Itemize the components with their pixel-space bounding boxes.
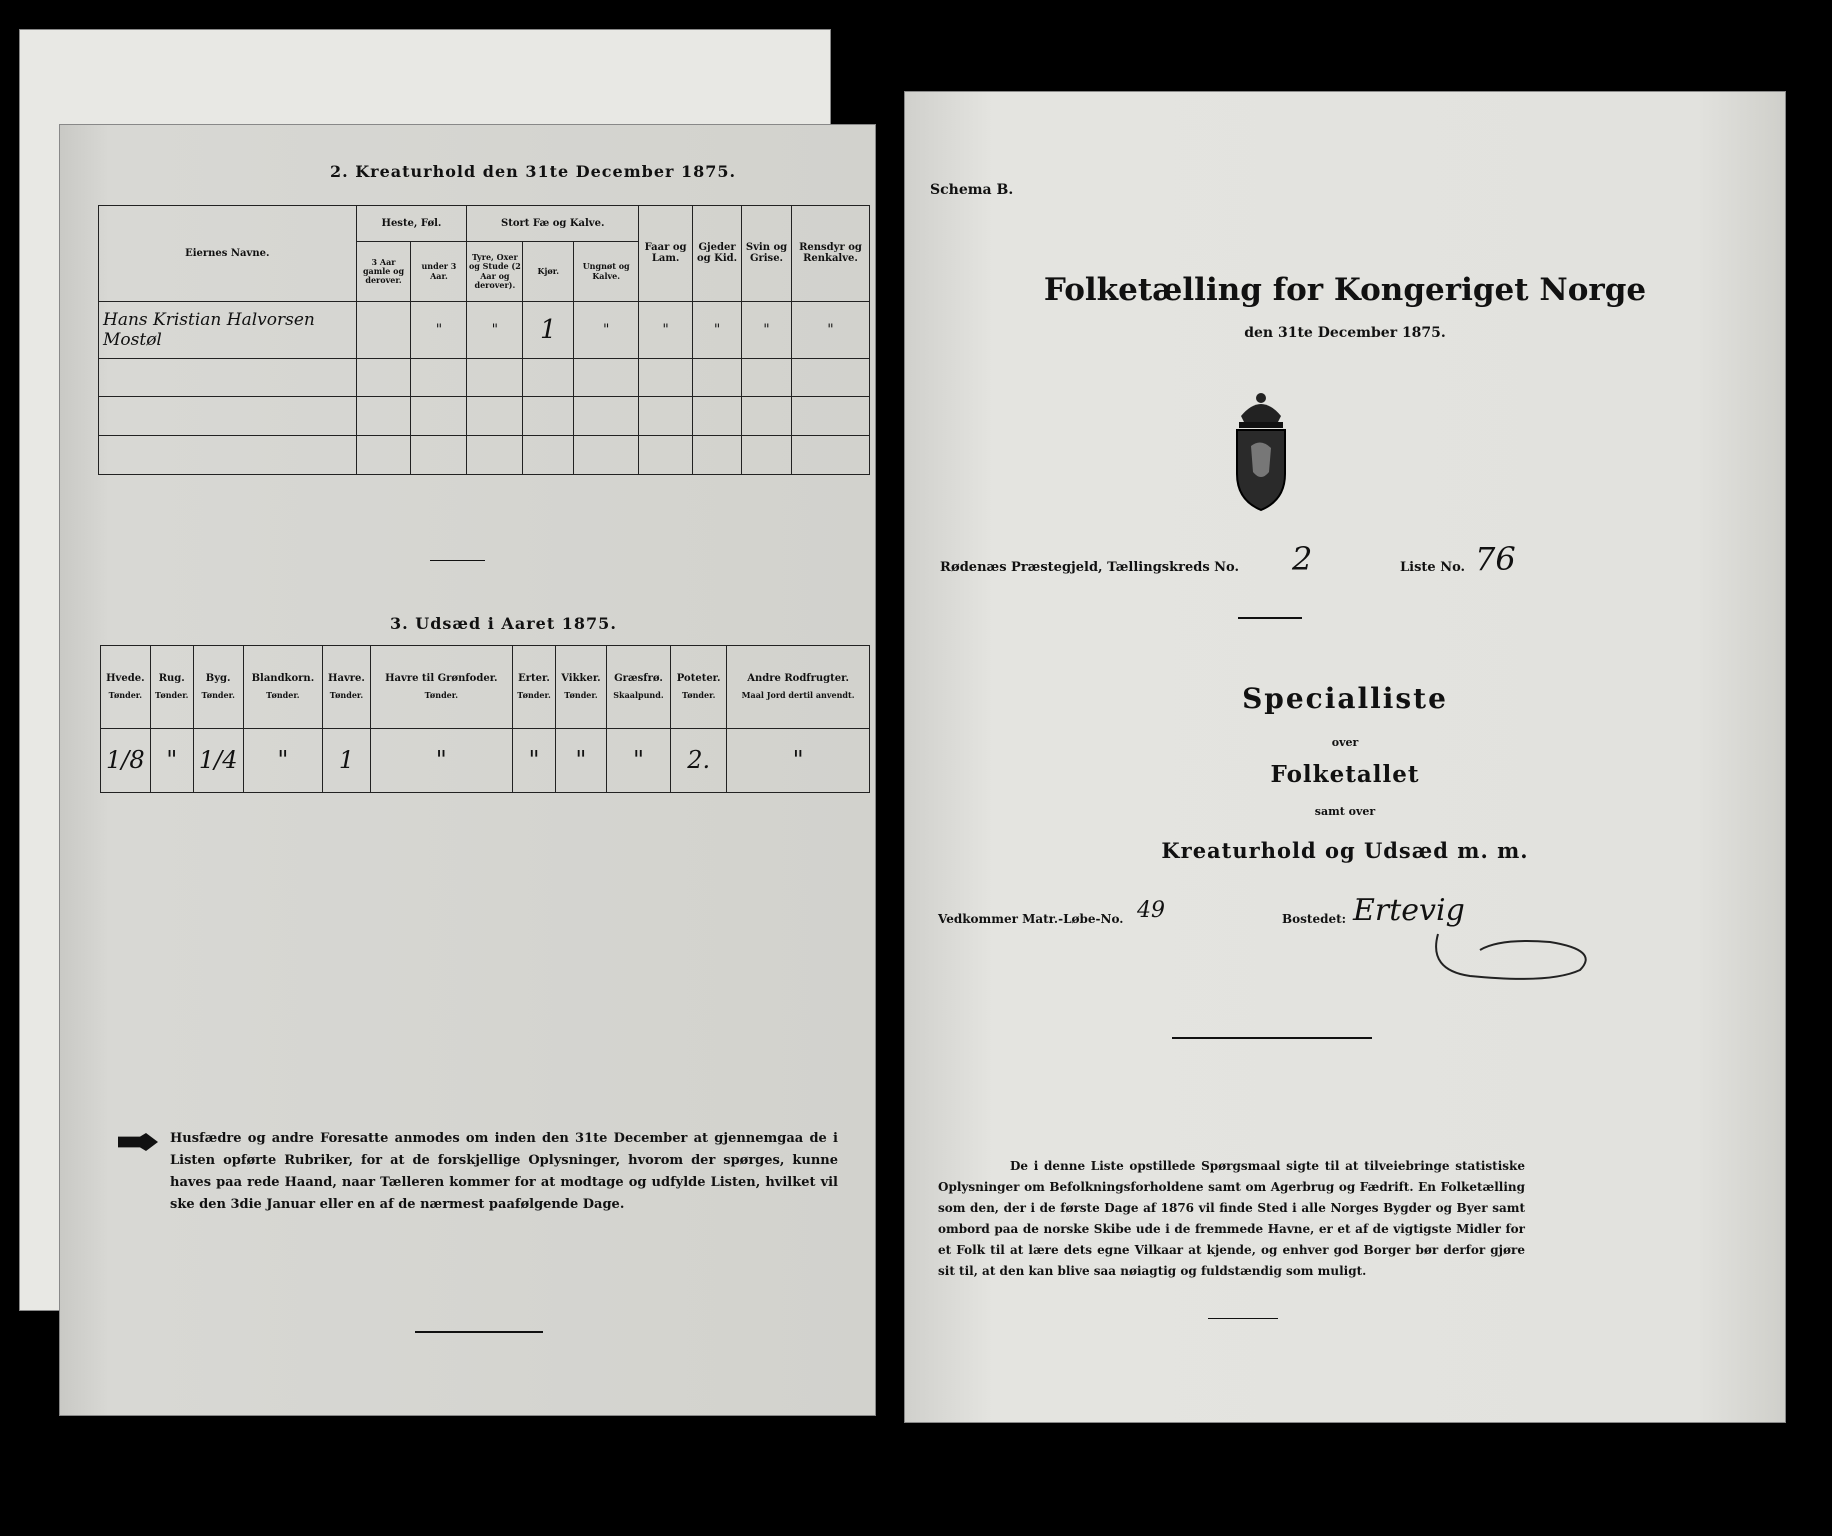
- seed-header-unit: Tønder.: [564, 689, 598, 700]
- cell-svin: ": [742, 301, 792, 358]
- seed-header-unit: Tønder.: [108, 689, 143, 700]
- section-2-title: 2. Kreaturhold den 31te December 1875.: [330, 162, 737, 181]
- specialliste-heading: Specialliste: [1242, 682, 1448, 715]
- seed-header-name: Andre Rodfrugter.: [747, 673, 849, 685]
- seed-header-7: [556, 646, 607, 729]
- handwritten-flourish-icon: [1430, 930, 1600, 986]
- seed-header-name: Rug.: [158, 673, 185, 685]
- header-tyre: Tyre, Oxer og Stude (2 Aar og derover).: [467, 242, 523, 301]
- seed-value-5: ": [370, 728, 512, 792]
- header-faar: Faar og Lam.: [639, 206, 693, 302]
- cell-faar: ": [639, 301, 693, 358]
- cell-ungnot: ": [574, 301, 639, 358]
- header-heste-3aar: 3 Aar gamle og derover.: [356, 242, 411, 301]
- header-gjeder: Gjeder og Kid.: [693, 206, 742, 302]
- seed-value-9: 2.: [671, 728, 727, 792]
- bosted-value: Ertevig: [1353, 893, 1465, 928]
- coat-of-arms-icon: [1213, 388, 1309, 514]
- cell-gjeder: ": [693, 301, 742, 358]
- owner-name: Hans Kristian Halvorsen Mostøl: [99, 301, 357, 358]
- seed-header-unit: Tønder.: [329, 689, 364, 700]
- table-row: [101, 728, 870, 792]
- seed-header-unit: Tønder.: [517, 689, 551, 700]
- kreds-number: 2: [1292, 540, 1313, 578]
- seed-header-5: [370, 646, 512, 729]
- schema-label: Schema B.: [930, 182, 1014, 198]
- seed-value-2: 1/4: [193, 728, 243, 792]
- seed-value-8: ": [606, 728, 670, 792]
- seed-header-unit: Tønder.: [424, 689, 459, 700]
- seed-header-unit: Tønder.: [201, 689, 235, 700]
- table-row: [99, 301, 870, 358]
- seed-header-4: [323, 646, 370, 729]
- header-eiernes-navne: Eiernes Navne.: [99, 206, 357, 302]
- seed-value-4: 1: [323, 728, 370, 792]
- divider: [1172, 1037, 1372, 1039]
- divider: [1238, 617, 1302, 619]
- seed-header-name: Græsfrø.: [614, 673, 663, 685]
- cell-heste-under3: ": [411, 301, 467, 358]
- seed-header-unit: Tønder.: [681, 689, 716, 700]
- bosted-label: Bostedet:: [1282, 912, 1347, 926]
- over-text: over: [1331, 736, 1359, 749]
- seed-header-unit: Maal Jord dertil anvendt.: [741, 689, 855, 700]
- header-kjor: Kjør.: [523, 242, 574, 301]
- seed-value-10: ": [727, 728, 870, 792]
- liste-label: Liste No.: [1400, 560, 1466, 575]
- cell-rensdyr: ": [791, 301, 869, 358]
- notice-text: Husfædre og andre Foresatte anmodes om inden den 31te December at gjennemgaa de i Listen opførte Rubriker, for at de forskjellige Oplysninger, hvorom der spørges, kunne haves paa rede Haand, naar Tælleren kommer for at modtage og udfylde Listen, hvilket vil ske den 3die Januar eller en af de nærmest paafølgende Dage.: [170, 1131, 838, 1212]
- cell-heste-3aar: [356, 301, 411, 358]
- liste-number: 76: [1475, 540, 1516, 578]
- seed-header-name: Erter.: [518, 673, 550, 685]
- divider: [1208, 1318, 1278, 1319]
- page-title: Folketælling for Kongeriget Norge: [1043, 272, 1647, 308]
- matr-label: Vedkommer Matr.-Løbe-No.: [938, 912, 1124, 926]
- section-3-title: 3. Udsæd i Aaret 1875.: [390, 614, 617, 633]
- prestegjeld-label: Rødenæs Præstegjeld, Tællingskreds No.: [940, 560, 1240, 575]
- divider: [430, 560, 485, 561]
- divider: [415, 1331, 543, 1333]
- cell-kjor: 1: [523, 301, 574, 358]
- seed-header-9: [671, 646, 727, 729]
- seed-header-name: Blandkorn.: [251, 673, 315, 685]
- seed-header-8: [606, 646, 670, 729]
- seed-value-7: ": [556, 728, 607, 792]
- seed-header-3: [243, 646, 323, 729]
- seed-table: [100, 645, 870, 793]
- header-heste-under3: under 3 Aar.: [411, 242, 467, 301]
- seed-value-1: ": [150, 728, 193, 792]
- seed-header-2: [193, 646, 243, 729]
- seed-header-name: Vikker.: [561, 673, 601, 685]
- seed-header-name: Poteter.: [676, 673, 721, 685]
- kreaturhold-heading: Kreaturhold og Udsæd m. m.: [1161, 838, 1529, 863]
- seed-header-name: Havre til Grønfoder.: [385, 673, 498, 685]
- seed-header-unit: Skaalpund.: [613, 689, 664, 700]
- header-stort-fae: Stort Fæ og Kalve.: [467, 206, 639, 242]
- seed-header-1: [150, 646, 193, 729]
- seed-value-3: ": [243, 728, 323, 792]
- seed-value-6: ": [512, 728, 555, 792]
- header-heste: Heste, Føl.: [356, 206, 467, 242]
- seed-header-6: [512, 646, 555, 729]
- seed-header-unit: Tønder.: [266, 689, 300, 700]
- header-svin: Svin og Grise.: [742, 206, 792, 302]
- matr-number: 49: [1137, 898, 1165, 923]
- seed-header-name: Byg.: [205, 673, 231, 685]
- census-date: den 31te December 1875.: [1244, 325, 1446, 341]
- header-rensdyr: Rensdyr og Renkalve.: [791, 206, 869, 302]
- seed-value-0: 1/8: [101, 728, 151, 792]
- seed-header-unit: Tønder.: [155, 689, 189, 700]
- seed-header-0: [101, 646, 151, 729]
- header-ungnot: Ungnøt og Kalve.: [574, 242, 639, 301]
- seed-header-10: [727, 646, 870, 729]
- folketallet-heading: Folketallet: [1270, 761, 1420, 788]
- cell-tyre: ": [467, 301, 523, 358]
- samt-over-text: samt over: [1314, 805, 1376, 818]
- seed-header-name: Havre.: [328, 673, 365, 685]
- purpose-paragraph: De i denne Liste opstillede Spørgsmaal sigte til at tilveiebringe statistiske Oplysninger om Befolkningsforholdene samt om Agerbrug og Fædrift. En Folketælling som den, der i de første Dage af 1876 vil finde Sted i alle Norges Bygder og Byer samt ombord paa de norske Skibe ude i de fremmede Havne, er et af de vigtigste Midler for et Folk til at lære dets egne Vilkaar at kjende, og enhver god Borger bør derfor gjøre sit til, at den kan blive saa nøiagtig og fuldstændig som muligt.: [938, 1159, 1525, 1278]
- livestock-table: [98, 205, 870, 475]
- seed-header-name: Hvede.: [106, 673, 145, 685]
